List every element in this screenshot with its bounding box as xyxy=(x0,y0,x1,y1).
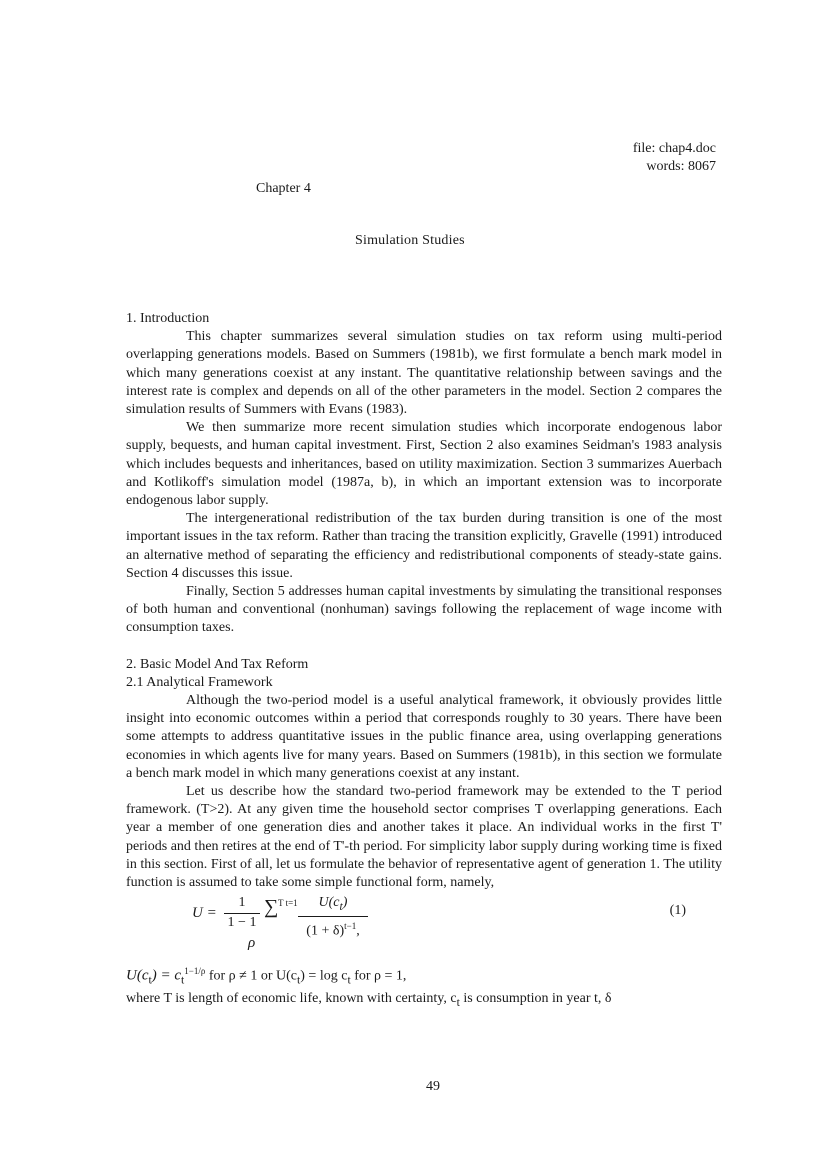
paragraph: Finally, Section 5 addresses human capital investments by simulating the transitional responses of both human and conventional (nonhuman) savings following the replacement of wage income with consumption taxes. xyxy=(126,584,722,636)
word-count: words: 8067 xyxy=(646,159,716,174)
utility-log: ) = log c xyxy=(300,968,348,984)
paragraph-text: is consumption in year t, δ xyxy=(463,990,612,1006)
summation-symbol: ∑ xyxy=(264,896,279,919)
spacer xyxy=(126,638,722,656)
equation-number: (1) xyxy=(669,903,686,919)
equation-fraction xyxy=(224,894,260,931)
fraction-denominator: 1 − 1 xyxy=(227,914,257,930)
equation-1 xyxy=(126,894,722,956)
paragraph xyxy=(126,990,722,1012)
utility-rhs: ) = c xyxy=(151,967,182,984)
utility-condition: for ρ ≠ 1 or U(c xyxy=(208,968,298,984)
paragraph: This chapter summarizes several simulation studies on tax reform using multi-period overlapping generations models. Based on Summers (1981b), we first formulate a bench mark model in which many generations coexist at any instant. The quantitative relationship between savings and the interest rate is complex and depends on all of the other parameters in the model. Section 2 compares the simulation results of Summers with Evans (1983). xyxy=(126,329,722,418)
file-info xyxy=(633,140,716,176)
chapter-label: Chapter 4 xyxy=(256,181,311,196)
utility-subscript: t xyxy=(148,973,152,987)
utility-subscript: t xyxy=(297,973,301,987)
section-heading: 1. Introduction xyxy=(126,311,210,326)
utility-lhs: U(c xyxy=(126,967,149,984)
numerator-text: U(c xyxy=(318,895,340,911)
subsection-heading: 2.1 Analytical Framework xyxy=(126,674,273,690)
numerator-subscript: t xyxy=(339,900,343,914)
equation-comma: , xyxy=(356,923,360,939)
paragraph: We then summarize more recent simulation studies which incorporate endogenous labor supply, bequests, and human capital investment. First, Section 2 also examines Seidman's 1983 analysis which includes bequests and inheritances, based on utility maximization. Section 3 summarizes Auerbach and Kotlikoff's simulation model (1987a, b), in which an important extension was to incorporate endogenous labor supply. xyxy=(126,420,722,509)
term-denominator xyxy=(298,917,368,941)
body-text xyxy=(126,310,722,1012)
page-title: Simulation Studies xyxy=(355,233,465,248)
consumption-subscript: t xyxy=(456,995,460,1009)
utility-exponent: 1−1/ρ xyxy=(184,966,206,977)
section-heading: 2. Basic Model And Tax Reform xyxy=(126,656,309,672)
file-name: file: chap4.doc xyxy=(632,141,716,156)
paragraph: Let us describe how the standard two-period framework may be extended to the T period framework. (T>2). At any given time the household sector comprises T overlapping generations. Each year a member of one generation dies and another takes it place. An individual works in the first T' periods and then retires at the end of T'-th period. For simplicity labor supply during working time is fixed in this section. First of all, let us formulate the behavior of representative agent of generation 1. The utility function is assumed to take some simple functional form, namely, xyxy=(126,784,722,891)
rho-symbol: ρ xyxy=(248,935,256,952)
utility-subscript: t xyxy=(181,973,185,987)
denominator-text: (1 + δ) xyxy=(306,923,345,939)
term-numerator xyxy=(298,894,368,917)
utility-condition-2: for ρ = 1, xyxy=(354,968,407,984)
equation-term xyxy=(298,894,368,941)
page-number: 49 xyxy=(426,1079,440,1094)
utility-subscript: t xyxy=(347,973,351,987)
summation-limits: T t=1 xyxy=(278,898,298,909)
utility-definition xyxy=(126,962,722,990)
denominator-exponent: t−1 xyxy=(344,921,357,932)
numerator-close: ) xyxy=(342,895,348,911)
paragraph: The intergenerational redistribution of the tax burden during transition is one of the most important issues in the tax reform. Rather than tracing the transition explicitly, Gravelle (1991) introduced an alternative method of separating the efficiency and redistributional components of steady-state gains. Section 4 discusses this issue. xyxy=(126,511,722,581)
fraction-numerator: 1 xyxy=(224,894,260,913)
paragraph-text: where T is length of economic life, known with certainty, c xyxy=(126,990,457,1006)
paragraph: Although the two-period model is a useful analytical framework, it obviously provides little insight into economic outcomes within a period that corresponds roughly to 30 years. There have been some attempts to address quantitative issues in the public finance area, using overlapping generations economies in which agents live for many years. Based on Summers (1981b), in this section we formulate a bench mark model in which many generations coexist at any instant. xyxy=(126,693,722,781)
equation-lhs: U = xyxy=(192,905,217,922)
